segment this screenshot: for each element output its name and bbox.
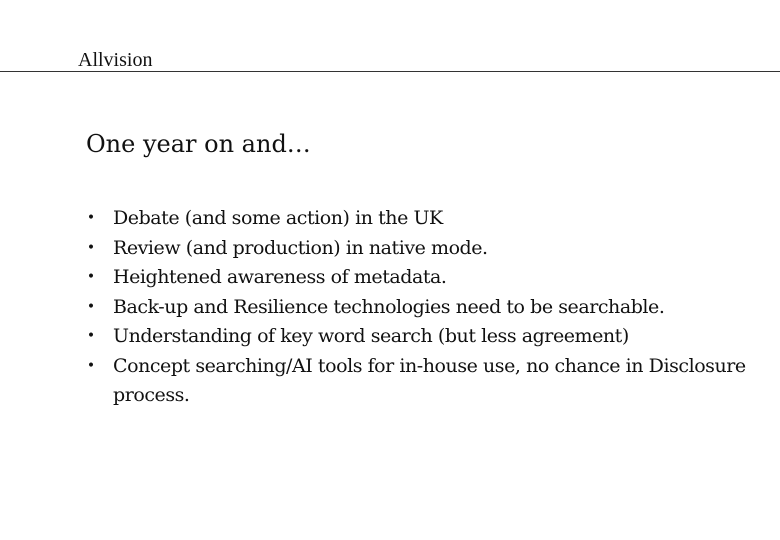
header-divider — [0, 71, 780, 72]
bullet-dot-icon: • — [86, 239, 96, 256]
bullet-text: Heightened awareness of metadata. — [113, 266, 447, 288]
bullet-item — [84, 352, 764, 411]
bullet-item — [84, 204, 764, 234]
bullet-dot-icon: • — [86, 328, 96, 344]
bullet-item — [84, 322, 764, 352]
bullet-dot-icon: • — [86, 298, 96, 315]
bullet-item — [84, 234, 764, 264]
bullet-text: Review (and production) in native mode. — [113, 236, 488, 259]
bullet-item — [84, 263, 764, 293]
slide-title: One year on and… — [86, 130, 311, 158]
bullet-text: Back-up and Resilience technologies need to be searchable. — [113, 295, 665, 318]
bullet-item — [84, 293, 764, 323]
brand-name: Allvision — [78, 49, 153, 71]
bullet-dot-icon: • — [86, 357, 96, 374]
bullet-list — [84, 204, 764, 411]
bullet-text: Understanding of key word search (but less agreement) — [113, 325, 629, 347]
bullet-text: Concept searching/AI tools for in-house use, no chance in Disclosure process. — [113, 354, 746, 406]
bullet-dot-icon: • — [86, 269, 96, 285]
bullet-dot-icon: • — [86, 210, 96, 226]
bullet-text: Debate (and some action) in the UK — [113, 207, 443, 229]
